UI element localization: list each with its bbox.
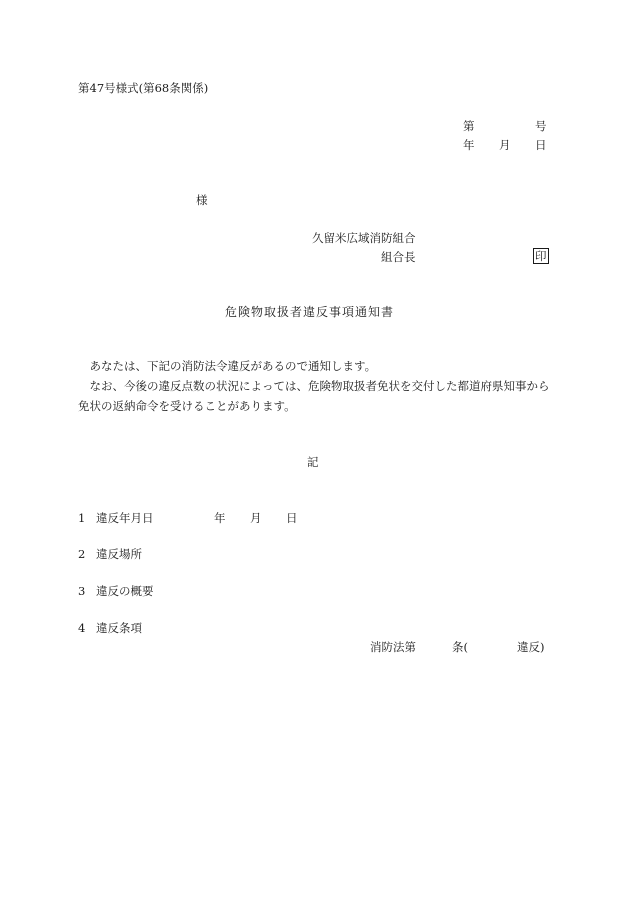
- item-3-number: 3: [78, 584, 86, 598]
- ki-heading: 記: [307, 455, 319, 469]
- item-1-number: 1: [78, 511, 86, 525]
- item-1-day: 日: [286, 511, 298, 525]
- date-day: 日: [535, 138, 547, 152]
- item-3-label: 違反の概要: [96, 584, 154, 598]
- body-line-2: なお、今後の違反点数の状況によっては、危険物取扱者免状を交付した都道府県知事から免状の返納命令を受けることがあります。: [78, 379, 550, 413]
- seal-mark: 印: [535, 249, 547, 263]
- item-2-label: 違反場所: [96, 547, 142, 561]
- item-1-year: 年: [214, 511, 226, 525]
- number-dai: 第: [463, 119, 475, 133]
- item-1-month: 月: [250, 511, 262, 525]
- item-1-label: 違反年月日: [96, 511, 154, 525]
- number-go: 号: [535, 119, 547, 133]
- clause-prefix: 消防法第: [370, 640, 416, 654]
- item-2-number: 2: [78, 547, 86, 561]
- clause-jo: 条(: [452, 640, 468, 654]
- item-4-label: 違反条項: [96, 621, 142, 635]
- issuer-organization: 久留米広域消防組合: [312, 231, 416, 245]
- addressee-suffix: 様: [196, 193, 208, 207]
- body-line-1: あなたは、下記の消防法令違反があるので通知します。: [89, 359, 377, 373]
- date-month: 月: [499, 138, 511, 152]
- document-title: 危険物取扱者違反事項通知書: [225, 305, 395, 319]
- form-reference: 第47号様式(第68条関係): [78, 81, 209, 95]
- item-4-number: 4: [78, 621, 86, 635]
- clause-suffix: 違反): [517, 640, 545, 654]
- body-text: [78, 356, 558, 416]
- date-year: 年: [463, 138, 475, 152]
- issuer-title: 組合長: [381, 250, 416, 264]
